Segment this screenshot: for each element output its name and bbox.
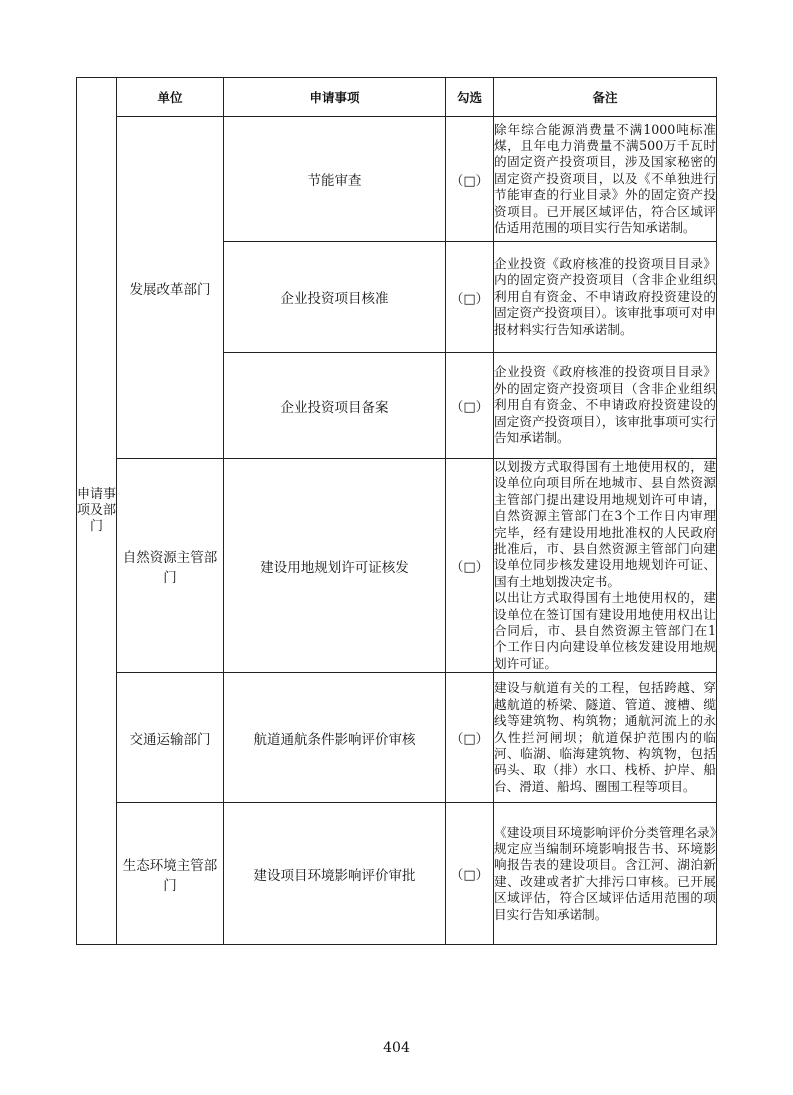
unit-cell: 发展改革部门 [117,117,224,459]
note-text: 以划拨方式取得国有土地使用权的，建设单位向项目所在地城市、县自然资源主管部门提出建设用地规划许可申请，自然资源主管部门在3个工作日内审理完毕，经有建设用地批准权的人民政府批准后，市、县自然资源主管部门向建设单位同步核发建设用地规划许可证、国有土地划拨决定书。 [494,459,716,589]
note-cell [494,459,717,673]
item-cell: 企业投资项目备案 [224,353,446,459]
header-check: 勾选 [446,78,494,117]
note-cell [494,803,717,945]
note-cell [494,673,717,803]
table-row [77,803,717,945]
item-cell: 建设用地规划许可证核发 [224,459,446,673]
side-label: 申请事项及部门 [77,78,117,945]
table-row [77,117,717,242]
unit-cell: 生态环境主管部门 [117,803,224,945]
checkbox-cell[interactable]: （□） [446,673,494,803]
unit-cell: 自然资源主管部门 [117,459,224,673]
note-text: 建设与航道有关的工程，包括跨越、穿越航道的桥梁、隧道、管道、渡槽、缆线等建筑物、构筑物；通航河流上的永久性拦河闸坝；航道保护范围内的临河、临湖、临海建筑物、构筑物，包括码头、取（排）水口、栈桥、护岸、船台、滑道、船坞、圈围工程等项目。 [494,680,716,794]
checkbox-cell[interactable]: （□） [446,242,494,353]
note-cell [494,117,717,242]
header-unit: 单位 [117,78,224,117]
unit-cell: 交通运输部门 [117,673,224,803]
note-text: 企业投资《政府核准的投资项目目录》内的固定资产投资项目（含非企业组织利用自有资金、不申请政府投资建设的固定资产投资项目）。该审批事项可对申报材料实行告知承诺制。 [494,255,716,337]
checkbox-cell[interactable]: （□） [446,353,494,459]
checkbox-cell[interactable]: （□） [446,459,494,673]
item-cell: 航道通航条件影响评价审核 [224,673,446,803]
checkbox-cell[interactable]: （□） [446,117,494,242]
note-text: 《建设项目环境影响评价分类管理名录》规定应当编制环境影响报告书、环境影响报告表的建设项目。含江河、湖泊新建、改建或者扩大排污口审核。已开展区域评估，符合区域评估适用范围的项目实行告知承诺制。 [494,824,716,922]
note-text: 以出让方式取得国有土地使用权的，建设单位在签订国有建设用地使用权出让合同后，市、县自然资源主管部门在1个工作日内向建设单位核发建设用地规划许可证。 [494,590,716,671]
checkbox-cell[interactable]: （□） [446,803,494,945]
application-items-table [76,77,717,945]
table-row [77,673,717,803]
header-row [77,78,717,117]
header-item: 申请事项 [224,78,446,117]
note-text: 企业投资《政府核准的投资项目目录》外的固定资产投资项目（含非企业组织利用自有资金、不申请政府投资建设的固定资产投资项目），该审批事项可实行告知承诺制。 [494,364,716,446]
page-number: 404 [383,1040,410,1056]
note-cell [494,353,717,459]
note-cell [494,242,717,353]
item-cell: 建设项目环境影响评价审批 [224,803,446,945]
note-text: 除年综合能源消费量不满1000吨标准煤，且年电力消费量不满500万千瓦时的固定资产投资项目，涉及国家秘密的固定资产投资项目，以及《不单独进行节能审查的行业目录》外的固定资产投资项目。已开展区域评估，符合区域评估适用范围的项目实行告知承诺制。 [494,121,716,236]
item-cell: 节能审查 [224,117,446,242]
item-cell: 企业投资项目核准 [224,242,446,353]
header-note: 备注 [494,78,717,117]
table-row [77,459,717,673]
